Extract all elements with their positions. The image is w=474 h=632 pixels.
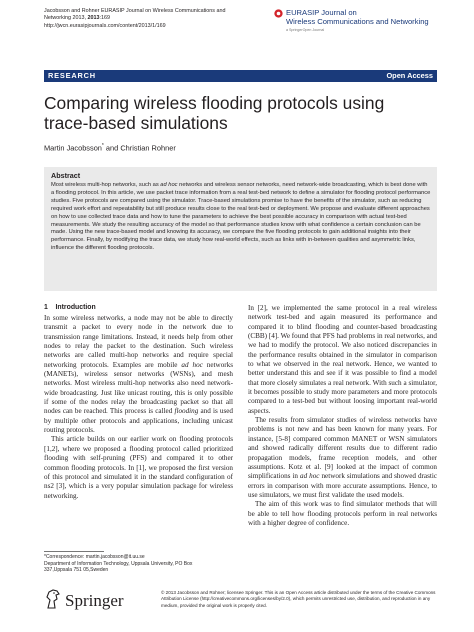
citation-line-1: Jacobsson and Rohner EURASIP Journal on Wireless Communications and [44, 8, 226, 14]
open-access-label: Open Access [386, 71, 433, 80]
abstract-heading: Abstract [51, 171, 81, 180]
intro-paragraph-3: In [2], we implemented the same protocol in a real wireless network test-bed and again measured its performance and compared it to blind flooding and counter-based broadcasting (CBB) [4]. We found that PFS had problems in real networks, and we had to modify the protocol. We also noticed discrepancies in the performance results obtained in the simulator in comparison to what we observed in the real network. Hence, we wanted to better understand this and see if it was possible to find a model that more closely simulates a real network. With such a simulator, it becomes possible to study more parameters and more protocols compared to a test-bed but without loosing important real-world aspects. [248, 304, 437, 415]
author-rohner: Christian Rohner [120, 143, 176, 153]
springer-wordmark: Springer [65, 591, 124, 610]
citation-volume: 2013 [87, 15, 100, 22]
citation-line-2: Networking 2013, 2013:169 [44, 15, 110, 22]
article-title: Comparing wireless flooding protocols using trace-based simulations [44, 93, 385, 133]
copyright-notice: © 2013 Jacobsson and Rohner; licensee Springer. This is an Open Access article distributed under the terms of the Creative Commons Attribution License (http://creativecommons.org/licenses/by/2.0), which permits unrestricted use, distribution, and reproduction in any medium, provided the original work is properly cited. [161, 590, 436, 608]
author-list: Martin Jacobsson* and Christian Rohner [44, 143, 176, 153]
intro-paragraph-2: This article builds on our earlier work on flooding protocols [1,2], where we proposed a flooding protocol called prioritized flooding with self-pruning (PFS) and compared it to other common flooding protocols. In [1], we proposed the first version of this protocol and simulated it in the standard configuration of ns2 [3], which is a very popular simulation package for wireless networking. [44, 435, 233, 500]
correspondence-footnote [44, 554, 234, 574]
right-column [248, 304, 437, 528]
footnote-divider [44, 551, 104, 552]
springer-horse-icon [44, 588, 62, 610]
intro-paragraph-5: The aim of this work was to find simulator methods that will be able to tell how flooding protocols perform in real networks with a higher degree of confidence. [248, 500, 437, 527]
affiliation-line-1: Department of Information Technology, Uppsala University, PO Box [44, 560, 193, 567]
left-column [44, 303, 233, 501]
author-jacobsson: Martin Jacobsson [44, 143, 102, 153]
article-type-bar [44, 70, 437, 82]
springer-logo [44, 588, 144, 614]
abstract-box [44, 167, 437, 291]
intro-paragraph-4: The results from simulator studies of wireless networks have problems is not new and has been known for many years. For instance, [5-8] compared common MANET or WSN simulators and showed radically different results due to different radio propagation models, frame reception models, and other assumptions. Kotz et al. [9] looked at the impact of common simplifications in ad hoc network simulations and showed drastic errors in comparison with more accurate assumptions. Hence, to use simulators, we must first validate the used models. [248, 416, 437, 499]
section-heading-introduction: 1 Introduction [44, 304, 96, 311]
journal-name: EURASIP Journal on Wireless Communications and Networking [286, 8, 429, 27]
article-type-label: RESEARCH [48, 71, 96, 80]
journal-logo [274, 8, 434, 38]
affiliation-line-2: 337,Uppsala 751 05,Sweden [44, 567, 109, 574]
correspondence-email: *Correspondence: martin.jacobsson@it.uu.se [44, 554, 145, 560]
corresponding-mark: * [101, 143, 104, 149]
eurasip-logo-icon [274, 9, 283, 18]
article-url-link[interactable]: http://jwcn.eurasipjournals.com/content/2013/1/169 [44, 22, 166, 29]
abstract-text: Most wireless multi-hop networks, such as ad hoc networks and wireless sensor networks, need network-wide broadcasting, which is best done with a flooding protocol. In this article, we use packet trace information from a real test-bed network to define a simulator for flooding protocol performance studies. Five protocols are compared using the simulator. Trace-based simulations promise to have the benefits of the simulator, such as reducing required work effort and repeatability but still produce results close to the real test-bed or deployment. We propose and evaluate different approaches on how to use collected trace data and how to tune the parameters to achieve the best possible accuracy in comparison with actual test-bed measurements. We study the resulting accuracy of the model so that performance studies know with what confidence a certain conclusion can be made. Using the new trace-based model and knowing its accuracy, we compare the five flooding protocols to gain additional insights into their performance. Finally, by modifying the trace data, we study how real-world effects, such as links with in-between qualities and asymmetric links, influence the different flooding protocols. [51, 182, 431, 252]
journal-subtitle: a SpringerOpen Journal [286, 28, 325, 32]
intro-paragraph-1: In some wireless networks, a node may not be able to directly transmit a packet to every node in the network due to transmission range limitations. Instead, it needs help from other nodes to relay the packet to the destination. Such wireless networks are called multi-hop networks and require special networking protocols. Examples are mobile ad hoc networks (MANETs), wireless sensor networks (WSNs), and mesh networks. Most wireless multi-hop networks also need network-wide broadcasting. Just like unicast routing, this is only possible if some of the nodes relay the broadcasting packet so that all nodes can be reached. This process is called flooding and is used by multiple other protocols and applications, including unicast routing protocols. [44, 314, 233, 435]
citation-header [44, 8, 284, 30]
